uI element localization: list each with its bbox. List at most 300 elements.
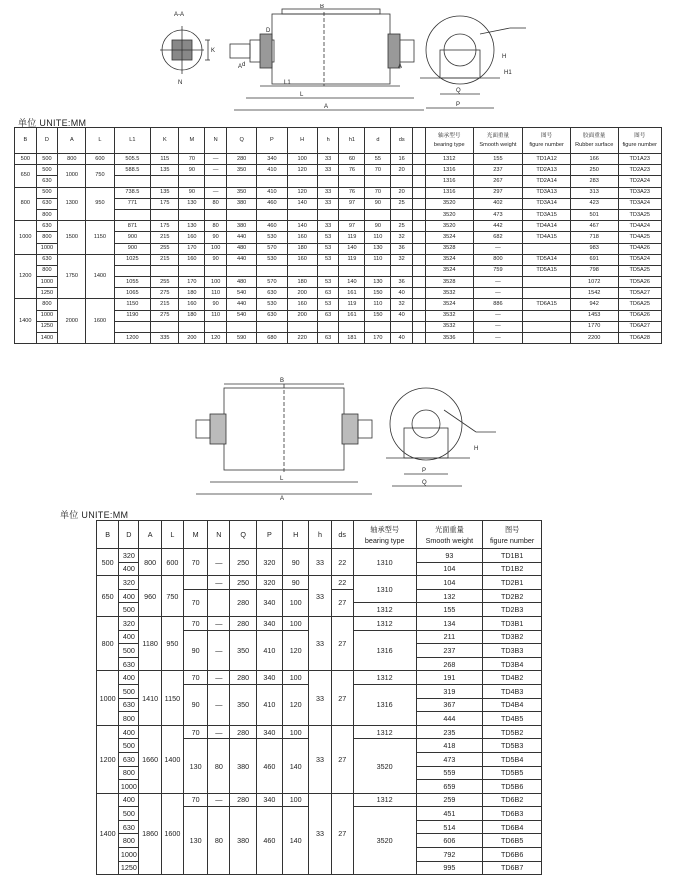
cell-A: 2000 [58,299,86,344]
cell-M: 160 [179,299,205,310]
table-row [15,187,662,198]
cell-fig: TD3A14 [523,198,571,209]
cell-weight: 319 [416,684,483,698]
cell-h: 53 [317,277,339,288]
cell-L1: 738.5 [114,187,151,198]
header-zh: 轴承型号 [438,132,461,139]
column-header: H [287,128,317,154]
column-header [425,128,473,154]
cell-figure: TD6B3 [483,807,542,821]
cell-H: 100 [283,671,309,685]
cell-ds: 25 [391,198,413,209]
cell-L1: 588.5 [114,165,151,176]
cell-weight: 104 [416,576,483,590]
cell-L1: 771 [114,198,151,209]
cell-L: 1150 [161,671,183,725]
cell-B: 800 [97,616,119,670]
cell-N [205,176,227,187]
cell-P: 340 [256,671,282,685]
cell-Q [226,265,256,276]
cell-P: 410 [256,684,282,725]
cell-D: 400 [119,589,139,603]
cell-N [205,265,227,276]
cell-weight: 367 [416,698,483,712]
cell-smooth: 759 [473,265,523,276]
cell-N [205,209,227,220]
column-header [412,128,425,154]
cell-N: 110 [205,288,227,299]
cell-smooth: 800 [473,254,523,265]
cell-D: 800 [36,265,58,276]
table-row [15,221,662,232]
cell-N: — [205,165,227,176]
cell-Q [226,321,256,332]
cell-smooth: — [473,321,523,332]
cell-bearing: 1312 [353,616,416,630]
cell-h1: 119 [339,299,365,310]
cell-D: 1250 [36,321,58,332]
cell-smooth: 442 [473,221,523,232]
header-en: Rubber surface [575,141,614,148]
cell-d: 110 [365,254,391,265]
cell-figure: TD5B2 [483,725,542,739]
cell-P: 630 [257,310,287,321]
cell-H: 200 [287,288,317,299]
header-en: Smooth weight [425,535,474,545]
cell-d: 70 [365,165,391,176]
cell-M [179,265,205,276]
cell-weight: 259 [416,793,483,807]
cell-D: 1000 [36,243,58,254]
cell-H: 120 [283,630,309,671]
cell-ds: 20 [391,165,413,176]
dim-label: Q [422,480,427,486]
cell-D: 630 [119,752,139,766]
cell-h1: 76 [339,165,365,176]
cell-fig [523,333,571,344]
cell-weight: 237 [416,644,483,658]
cell-rubber: 798 [570,265,618,276]
cell-fig2: TD6A26 [618,310,662,321]
cell-K: 115 [151,154,179,165]
cell-rubber: 501 [570,209,618,220]
cell-h [317,265,339,276]
cell-weight: 268 [416,657,483,671]
cell-h: 53 [317,232,339,243]
cell-h: 63 [317,310,339,321]
dim-label: N [178,80,183,86]
dim-label: D [266,28,271,34]
dim-label: L1 [284,80,291,86]
cell-bearing: 3520 [353,739,416,793]
cell-D: 500 [119,603,139,617]
cell-rubber: 2200 [570,333,618,344]
cell-h: 33 [309,725,331,793]
column-header: ds [391,128,413,154]
cell-spacer [412,187,425,198]
cell-B: 650 [15,165,37,187]
cell-smooth: 267 [473,176,523,187]
cell-ds: 25 [391,221,413,232]
cell-ds [391,321,413,332]
cell-h1: 119 [339,254,365,265]
cell-spacer [412,176,425,187]
cell-M: 160 [179,254,205,265]
cell-d: 130 [365,277,391,288]
cell-K: 255 [151,243,179,254]
section-label: A-A [174,12,185,18]
shaft-right [342,414,358,444]
column-header: B [15,128,37,154]
cell-N: — [208,549,230,576]
table-row [97,793,542,807]
cell-N: — [208,616,230,630]
cell-H: 220 [287,333,317,344]
cell-Q: 380 [230,739,256,793]
cell-L1: 1065 [114,288,151,299]
cell-H: 100 [283,725,309,739]
column-header [353,521,416,549]
cell-Q: 280 [230,671,256,685]
table-row [97,549,542,563]
dim-label: H [474,446,479,452]
cell-A: 960 [139,576,161,617]
cell-h: 33 [317,165,339,176]
table-row [97,576,542,590]
cell-D: 320 [119,576,139,590]
cell-fig: TD3A13 [523,187,571,198]
cell-fig2: TD4A26 [618,243,662,254]
cell-weight: 444 [416,712,483,726]
cell-L: 600 [161,549,183,576]
header-en: Smooth weight [479,141,517,148]
cell-Q [226,209,256,220]
cell-M [179,321,205,332]
cell-h: 33 [317,198,339,209]
cell-D: 800 [36,209,58,220]
cell-bearing: 3532 [425,288,473,299]
cell-H: 140 [287,198,317,209]
cell-bearing: 1316 [353,684,416,725]
cell-P: 460 [257,221,287,232]
cell-ds: 27 [331,725,353,793]
cell-N: — [208,793,230,807]
cell-N: 90 [205,254,227,265]
cell-M: 170 [179,277,205,288]
cell-figure: TD5B5 [483,766,542,780]
cell-rubber: 1072 [570,277,618,288]
cell-D: 630 [119,820,139,834]
cell-D: 400 [119,793,139,807]
shaft-left [210,414,226,444]
cell-B: 1200 [15,254,37,299]
cell-figure: TD3B2 [483,630,542,644]
cell-K: 275 [151,288,179,299]
cell-h1 [339,209,365,220]
column-header [416,521,483,549]
cell-H [287,321,317,332]
cell-h1: 119 [339,232,365,243]
cell-spacer [412,333,425,344]
cell-h: 33 [309,671,331,725]
cell-H: 180 [287,277,317,288]
cell-ds: 27 [331,589,353,616]
cell-D: 400 [119,630,139,644]
header-en: figure number [489,535,535,545]
cell-P [257,265,287,276]
cell-K: 215 [151,299,179,310]
cell-Q: 440 [226,299,256,310]
cell-H: 120 [287,165,317,176]
cell-bearing: 1312 [353,793,416,807]
cell-H [287,176,317,187]
cell-fig2: TD3A23 [618,187,662,198]
cell-P: 460 [257,198,287,209]
cell-Q: 540 [226,288,256,299]
cell-fig2: TD5A24 [618,254,662,265]
cell-bearing: 1310 [353,576,416,603]
column-header: Q [230,521,256,549]
cell-M: 90 [183,684,207,725]
unit-label-1: 单位 UNITE:MM [18,118,87,128]
cell-h1: 161 [339,310,365,321]
cell-D: 400 [119,725,139,739]
cell-A: 1180 [139,616,161,670]
cell-M: 90 [183,630,207,671]
cell-rubber: 718 [570,232,618,243]
cell-P: 340 [256,725,282,739]
cell-bearing: 1316 [425,165,473,176]
cell-smooth: 402 [473,198,523,209]
cell-h: 33 [309,793,331,875]
table-row [97,725,542,739]
cell-B: 500 [15,154,37,165]
column-header: Q [226,128,256,154]
column-header: P [256,521,282,549]
cell-bearing: 3536 [425,333,473,344]
cell-smooth: — [473,288,523,299]
cell-B: 650 [97,576,119,617]
column-header: L [161,521,183,549]
cell-L: 1400 [86,254,114,299]
column-header: A [58,128,86,154]
cell-A: 1750 [58,254,86,299]
dim-label: A [324,104,329,110]
cell-Q: 280 [226,154,256,165]
cell-figure: TD4B4 [483,698,542,712]
cell-Q: 280 [230,589,256,616]
cell-M: 70 [183,616,207,630]
cell-rubber: 1453 [570,310,618,321]
cell-fig2: TD3A25 [618,209,662,220]
cell-spacer [412,198,425,209]
cell-h: 63 [317,333,339,344]
cell-fig [523,277,571,288]
cell-M: 180 [179,310,205,321]
cell-H: 200 [287,310,317,321]
cell-fig2: TD2A24 [618,176,662,187]
cell-fig2: TD6A27 [618,321,662,332]
cell-D: 1400 [36,333,58,344]
cell-ds: 36 [391,277,413,288]
cell-figure: TD1B1 [483,549,542,563]
cell-N: 80 [208,739,230,793]
cell-smooth: 886 [473,299,523,310]
cell-ds: 32 [391,254,413,265]
cell-weight: 514 [416,820,483,834]
cell-K [151,265,179,276]
cell-M: 70 [183,793,207,807]
cell-N: 80 [205,221,227,232]
cell-fig2: TD3A24 [618,198,662,209]
cell-D: 500 [119,684,139,698]
header-row [15,128,662,154]
cell-fig: TD4A15 [523,232,571,243]
cell-bearing: 1312 [353,671,416,685]
cell-h [317,176,339,187]
cell-weight: 606 [416,834,483,848]
cell-K: 215 [151,254,179,265]
cell-h: 33 [317,187,339,198]
cell-figure: TD6B4 [483,820,542,834]
cell-rubber: 942 [570,299,618,310]
top-drawing [150,4,530,116]
cell-d: 130 [365,243,391,254]
cell-smooth: — [473,333,523,344]
cell-N: — [205,187,227,198]
cell-weight: 792 [416,848,483,862]
cell-B: 1000 [15,221,37,255]
cell-Q: 350 [230,684,256,725]
cell-fig: TD5A15 [523,265,571,276]
cell-H [287,265,317,276]
cell-ds: 27 [331,671,353,725]
cell-ds [391,176,413,187]
cell-figure: TD5B4 [483,752,542,766]
column-header [473,128,523,154]
cell-bearing: 3532 [425,310,473,321]
cell-B: 1000 [97,671,119,725]
cell-h [317,321,339,332]
cell-spacer [412,277,425,288]
column-header: M [179,128,205,154]
cell-M: 70 [183,589,207,616]
cell-L1: 505.5 [114,154,151,165]
cell-weight: 418 [416,739,483,753]
cell-H: 100 [283,589,309,616]
cell-fig [523,310,571,321]
cell-h1: 140 [339,243,365,254]
cell-A: 800 [139,549,161,576]
cell-fig2: TD2A23 [618,165,662,176]
cell-h1 [339,176,365,187]
cell-N: — [208,684,230,725]
cell-Q: 350 [230,630,256,671]
cell-d: 110 [365,232,391,243]
cell-M: 180 [179,288,205,299]
column-header [483,521,542,549]
cell-figure: TD4B2 [483,671,542,685]
cell-spacer [412,232,425,243]
cell-D: 500 [36,187,58,198]
column-header: P [257,128,287,154]
cell-D: 800 [119,834,139,848]
cell-figure: TD6B5 [483,834,542,848]
cell-figure: TD4B5 [483,712,542,726]
dim-label: A [398,64,403,70]
cell-bearing: 1316 [425,176,473,187]
cell-H: 160 [287,232,317,243]
cell-fig: TD5A14 [523,254,571,265]
cell-Q: 440 [226,254,256,265]
cell-B: 1400 [97,793,119,875]
dim-label: P [456,102,461,108]
cell-bearing: 1312 [353,725,416,739]
dim-label: L [280,476,284,482]
cell-rubber: 1542 [570,288,618,299]
cell-D: 500 [36,165,58,176]
cell-A: 1300 [58,187,86,221]
column-header: D [36,128,58,154]
cell-bearing: 3524 [425,299,473,310]
cell-M: 90 [179,165,205,176]
header-row [97,521,542,549]
cell-h: 33 [309,549,331,576]
cell-L1: 900 [114,243,151,254]
cell-bearing: 1312 [425,154,473,165]
cell-bearing: 3524 [425,232,473,243]
cell-D: 1000 [36,310,58,321]
cell-ds: 32 [391,232,413,243]
cell-P [257,176,287,187]
cell-D: 1000 [119,780,139,794]
cell-rubber: 283 [570,176,618,187]
column-header: d [365,128,391,154]
cell-fig2: TD1A23 [618,154,662,165]
cell-weight: 155 [416,603,483,617]
mid-drawing [180,374,500,502]
cell-d: 170 [365,333,391,344]
cell-P: 410 [256,630,282,671]
spec-table-2 [96,520,542,875]
cell-ds: 16 [391,154,413,165]
cell-d [365,265,391,276]
cell-M: 130 [179,221,205,232]
cell-M: 70 [183,725,207,739]
cell-D: 400 [119,671,139,685]
column-header: h [309,521,331,549]
cell-figure: TD6B7 [483,861,542,875]
cell-A: 1660 [139,725,161,793]
header-en: figure number [622,141,657,148]
dim-label: L [300,92,304,98]
cell-M: 130 [183,739,207,793]
cell-spacer [412,209,425,220]
cell-Q: 280 [230,793,256,807]
cell-weight: 134 [416,616,483,630]
cell-K [151,209,179,220]
header-zh: 光面重量 [435,524,464,534]
cell-figure: TD4B3 [483,684,542,698]
cell-L: 750 [86,165,114,187]
cell-bearing: 3520 [353,807,416,875]
cell-Q: 480 [226,277,256,288]
cell-bearing: 3528 [425,243,473,254]
cell-fig [523,321,571,332]
cell-N: 90 [205,299,227,310]
cell-K: 135 [151,187,179,198]
cell-L: 1600 [86,299,114,344]
